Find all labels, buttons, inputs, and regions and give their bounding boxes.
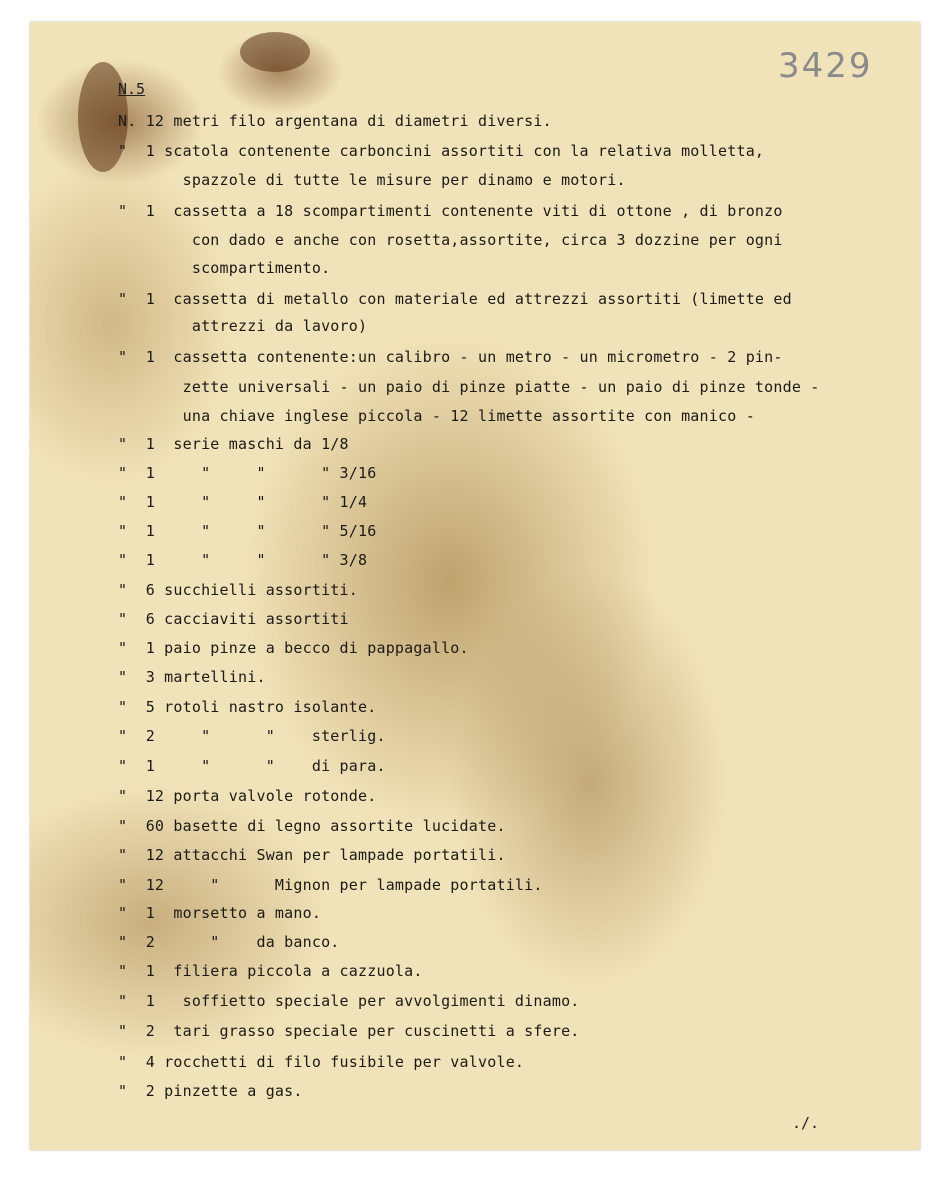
list-line: " 5 rotoli nastro isolante. <box>118 698 377 716</box>
list-line: " 1 scatola contenente carboncini assortiti con la relativa molletta, <box>118 142 765 160</box>
list-line: una chiave inglese piccola - 12 limette assortite con manico - <box>118 407 755 425</box>
list-line: " 4 rocchetti di filo fusibile per valvole. <box>118 1053 525 1071</box>
list-line: " 6 succhielli assortiti. <box>118 581 358 599</box>
list-line: " 1 soffietto speciale per avvolgimenti dinamo. <box>118 992 580 1010</box>
item-number-header: N.5 <box>118 80 146 98</box>
list-line: " 2 pinzette a gas. <box>118 1082 303 1100</box>
list-line: attrezzi da lavoro) <box>118 317 368 335</box>
list-line: " 1 cassetta contenente:un calibro - un metro - un micrometro - 2 pin- <box>118 348 783 366</box>
list-line: " 2 " da banco. <box>118 933 340 951</box>
list-line: " 1 morsetto a mano. <box>118 904 322 922</box>
list-line: spazzole di tutte le misure per dinamo e motori. <box>118 171 626 189</box>
list-line: " 1 " " di para. <box>118 757 386 775</box>
list-line: " 2 " " sterlig. <box>118 727 386 745</box>
list-line: " 1 filiera piccola a cazzuola. <box>118 962 423 980</box>
list-line: " 1 paio pinze a becco di pappagallo. <box>118 639 469 657</box>
list-line: con dado e anche con rosetta,assortite, circa 3 dozzine per ogni <box>118 231 783 249</box>
continuation-mark: ./. <box>792 1114 820 1132</box>
list-line: N. 12 metri filo argentana di diametri diversi. <box>118 112 552 130</box>
list-line: " 1 serie maschi da 1/8 <box>118 435 349 453</box>
page-number: 3429 <box>778 46 873 86</box>
list-line: " 1 " " " 3/16 <box>118 464 377 482</box>
list-line: " 1 " " " 1/4 <box>118 493 368 511</box>
list-line: zette universali - un paio di pinze piatte - un paio di pinze tonde - <box>118 378 820 396</box>
list-line: " 12 porta valvole rotonde. <box>118 787 377 805</box>
list-line: " 3 martellini. <box>118 668 266 686</box>
list-line: " 1 cassetta a 18 scompartimenti contenente viti di ottone , di bronzo <box>118 202 783 220</box>
list-line: " 1 cassetta di metallo con materiale ed attrezzi assortiti (limette ed <box>118 290 792 308</box>
list-line: " 1 " " " 3/8 <box>118 551 368 569</box>
list-line: scompartimento. <box>118 259 331 277</box>
list-line: " 2 tari grasso speciale per cuscinetti a sfere. <box>118 1022 580 1040</box>
list-line: " 12 attacchi Swan per lampade portatili. <box>118 846 506 864</box>
list-line: " 6 cacciaviti assortiti <box>118 610 349 628</box>
list-line: " 60 basette di legno assortite lucidate. <box>118 817 506 835</box>
list-line: " 12 " Mignon per lampade portatili. <box>118 876 543 894</box>
list-line: " 1 " " " 5/16 <box>118 522 377 540</box>
